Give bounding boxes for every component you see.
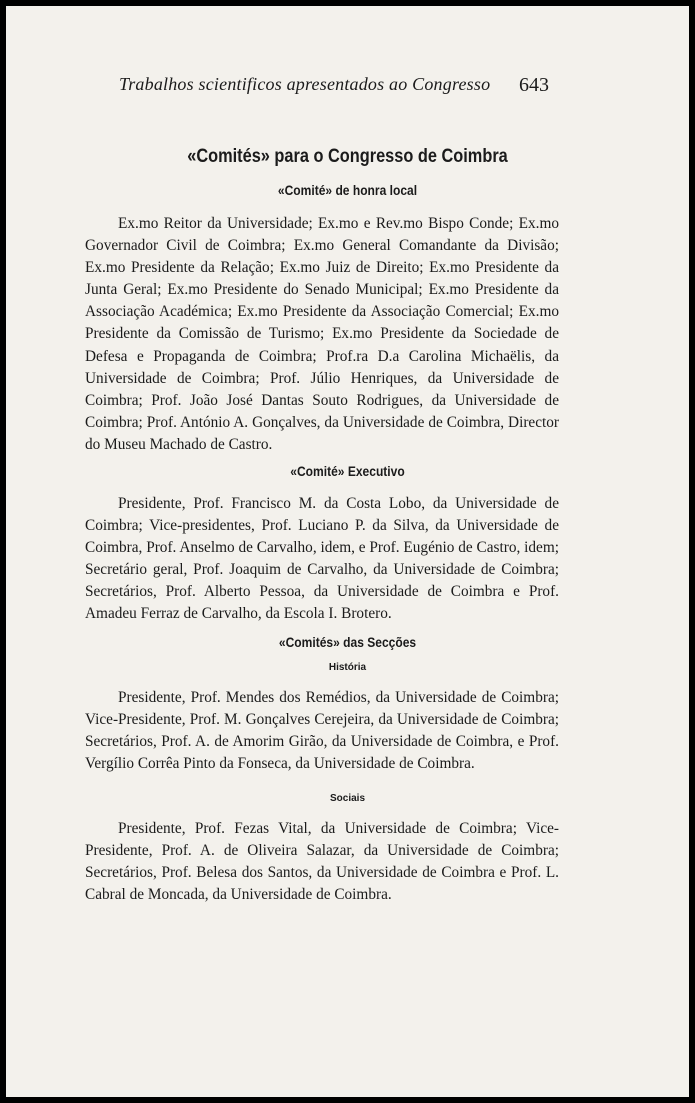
executivo-paragraph: Presidente, Prof. Francisco M. da Costa Lobo, da Universidade de Coimbra; Vice-presidentes, Prof. Luciano P. da Silva, da Universidade de Coimbra, Prof. Anselmo de Carvalho, idem, e Prof. Eugénio de Castro, idem; Secretário geral, Prof. Joaquim de Carvalho, da Universidade de Coimbra; Secretários, Prof. Alberto Pessoa, da Universidade de Coimbra e Prof. Amadeu Ferraz de Carvalho, da Escola I. Brotero. [85, 495, 559, 623]
executivo-heading: «Comité» Executivo [290, 463, 405, 479]
running-title: Trabalhos scientificos apresentados ao Congresso [119, 74, 491, 94]
historia-heading: História [328, 662, 367, 673]
book-page [6, 6, 689, 1097]
sociais-paragraph: Presidente, Prof. Fezas Vital, da Universidade de Coimbra; Vice-Presidente, Prof. A. de Oliveira Salazar, da Universidade de Coimbra; Secretários, Prof. Belesa dos Santos, da Universidade de Coimbra e Prof. L. Cabral de Moncada, da Universidade de Coimbra. [85, 820, 559, 904]
sociais-heading: Sociais [329, 793, 366, 804]
historia-paragraph: Presidente, Prof. Mendes dos Remédios, da Universidade de Coimbra; Vice-Presidente, Prof. M. Gonçalves Cerejeira, da Universidade de Coimbra; Secretários, Prof. A. de Amorim Girão, da Universidade de Coimbra, e Prof. Vergílio Corrêa Pinto da Fonseca, da Universidade de Coimbra. [85, 689, 559, 773]
honra-heading: «Comité» de honra local [277, 182, 418, 198]
seccoes-heading: «Comités» das Secções [278, 634, 417, 650]
honra-paragraph: Ex.mo Reitor da Universidade; Ex.mo e Rev.mo Bispo Conde; Ex.mo Governador Civil de Coimbra; Ex.mo General Comandante da Divisão; Ex.mo Presidente da Relação; Ex.mo Juiz de Direito; Ex.mo Presidente da Junta Geral; Ex.mo Presidente do Senado Municipal; Ex.mo Presidente da Associação Académica; Ex.mo Presidente da Associação Comercial; Ex.mo Presidente da Comissão de Turismo; Ex.mo Presidente da Sociedade de Defesa e Propaganda de Coimbra; Prof.ra D.a Carolina Michaëlis, da Universidade de Coimbra; Prof. Júlio Henriques, da Universidade de Coimbra; Prof. João José Dantas Souto Rodrigues, da Universidade de Coimbra; Prof. António A. Gonçalves, da Universidade de Coimbra, Director do Museu Machado de Castro. [85, 215, 559, 453]
page-title: «Comités» para o Congresso de Coimbra [187, 146, 508, 167]
page-number: 643 [519, 74, 549, 96]
